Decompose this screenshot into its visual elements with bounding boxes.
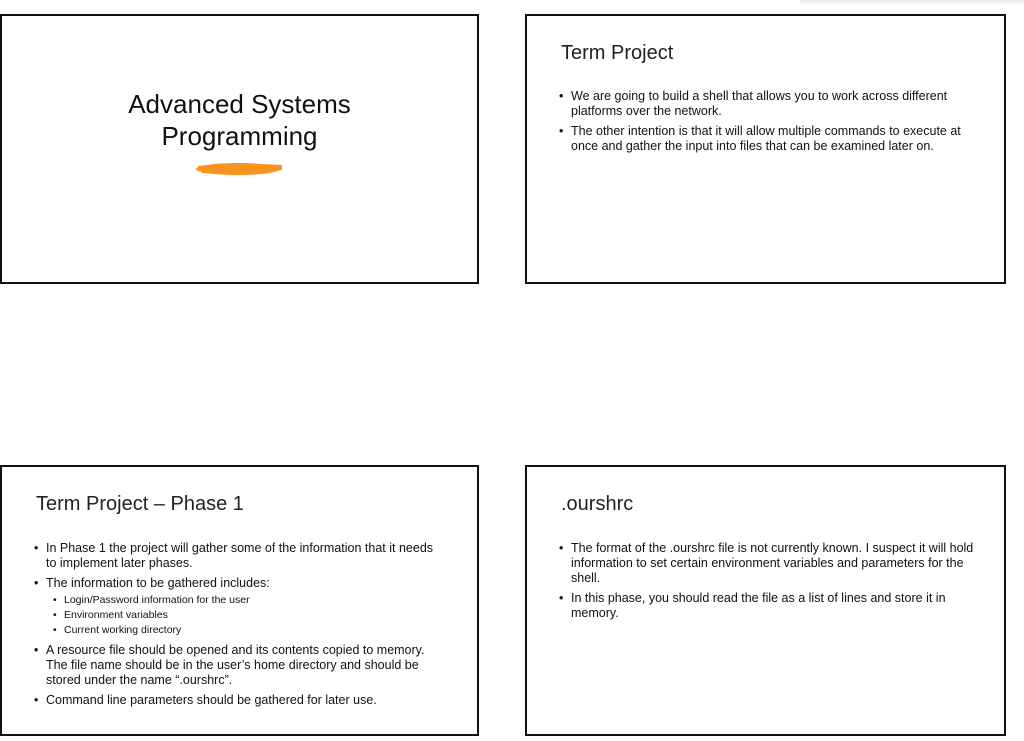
presentation-title — [2, 88, 477, 152]
bullet-item: • Command line parameters should be gathered for later use. — [34, 693, 437, 708]
bullet-text: The information to be gathered includes: — [46, 576, 270, 590]
bullet-item: • We are going to build a shell that allows you to work across different platforms over the network. — [559, 89, 984, 119]
slide-3-phase-1 — [0, 465, 479, 736]
window-edge-shadow — [800, 0, 1024, 4]
sub-bullet-list — [46, 593, 437, 638]
slide-title: Term Project — [561, 42, 674, 64]
redaction-scribble — [194, 160, 286, 192]
sub-bullet-item: • Environment variables — [53, 608, 437, 623]
slide-title: .ourshrc — [561, 493, 634, 515]
bullet-item: • In this phase, you should read the file as a list of lines and store it in memory. — [559, 591, 984, 621]
bullet-list — [559, 89, 984, 159]
bullet-item: • In Phase 1 the project will gather some of the information that it needs to implement later phases. — [34, 541, 437, 571]
sub-bullet-item: • Current working directory — [53, 623, 437, 638]
bullet-item: • A resource file should be opened and its contents copied to memory. The file name should be in the user’s home directory and should be stored under the name “.ourshrc”. — [34, 643, 437, 688]
slide-4-ourshrc — [525, 465, 1006, 736]
bullet-item: • The format of the .ourshrc file is not currently known. I suspect it will hold information to set certain environment variables and parameters for the shell. — [559, 541, 984, 586]
slide-1-title — [0, 14, 479, 284]
bullet-item: • The other intention is that it will allow multiple commands to execute at once and gather the input into files that can be examined later on. — [559, 124, 984, 154]
title-line-1: Advanced Systems — [128, 89, 351, 119]
bullet-item-with-sublist — [34, 576, 437, 638]
slide-2-term-project — [525, 14, 1006, 284]
bullet-list — [559, 541, 984, 626]
title-line-2: Programming — [161, 121, 318, 151]
sub-bullet-item: • Login/Password information for the user — [53, 593, 437, 608]
bullet-list — [34, 541, 437, 713]
slide-title: Term Project – Phase 1 — [36, 493, 244, 515]
